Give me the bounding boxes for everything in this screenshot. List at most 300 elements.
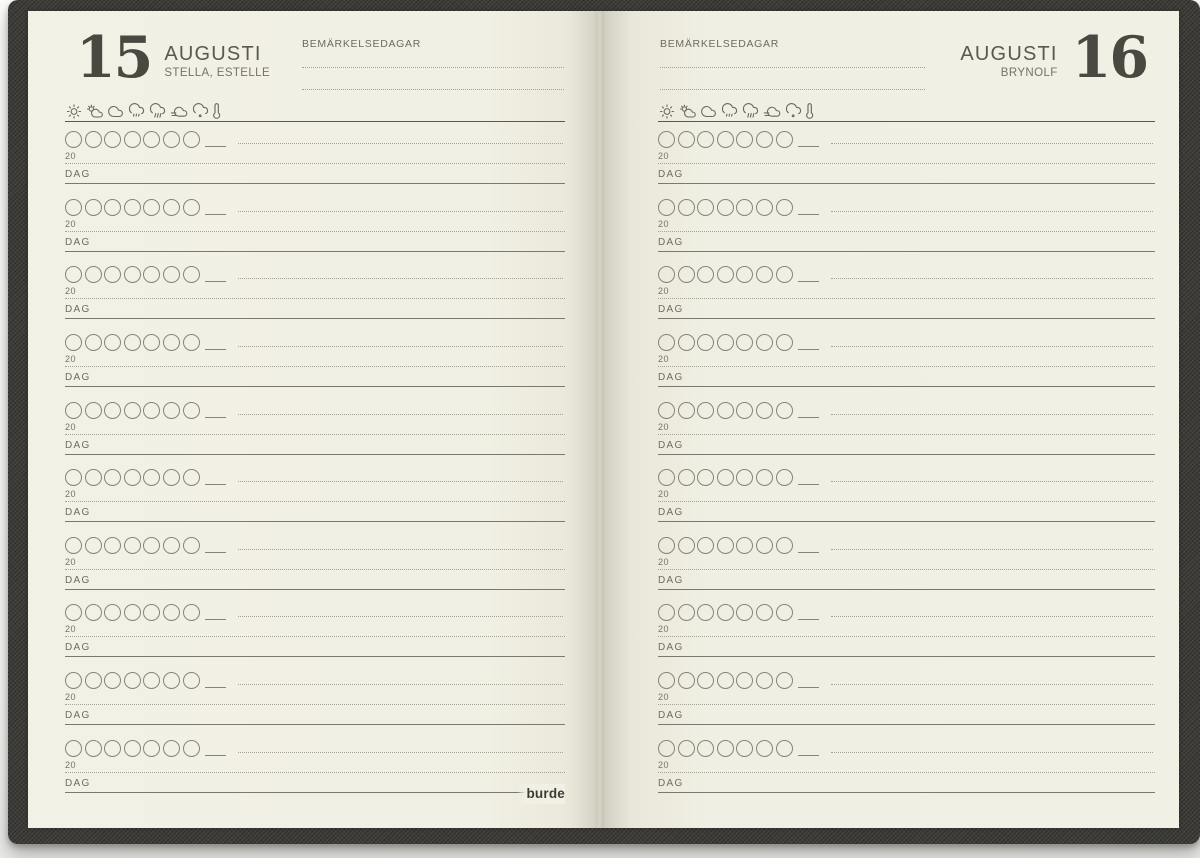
fill-in-circle xyxy=(143,199,160,216)
page-header-right xyxy=(658,11,1155,128)
fill-in-circle xyxy=(85,402,102,419)
sun-behind-cloud-icon xyxy=(86,104,103,119)
day-row-label: DAG xyxy=(65,710,91,722)
fill-in-circle xyxy=(65,469,82,486)
day-row-label: DAG xyxy=(65,304,91,316)
entry-blocks xyxy=(658,128,1155,804)
notable-days-section xyxy=(660,39,925,90)
fill-in-circle xyxy=(85,266,102,283)
fill-in-circle xyxy=(104,672,121,689)
short-write-line xyxy=(205,687,226,688)
day-row xyxy=(65,370,565,387)
fill-in-circle xyxy=(717,740,734,757)
fill-in-circle xyxy=(104,740,121,757)
year-prefix-label: 20 xyxy=(65,218,77,229)
fill-in-circle xyxy=(104,131,121,148)
fill-in-circle xyxy=(717,672,734,689)
day-row xyxy=(658,640,1155,657)
day-row-label: DAG xyxy=(65,236,91,248)
dotted-write-line xyxy=(238,278,563,279)
day-row-label: DAG xyxy=(658,439,684,451)
year-prefix-label: 20 xyxy=(65,151,77,161)
month-label: AUGUSTI xyxy=(164,43,262,65)
thermometer-icon xyxy=(213,103,221,119)
fill-in-circle xyxy=(678,469,695,486)
year-row xyxy=(658,285,1155,299)
dotted-write-line xyxy=(831,414,1153,415)
fill-in-circle xyxy=(85,537,102,554)
rain-cloud-icon xyxy=(721,103,738,119)
fill-in-circle xyxy=(678,402,695,419)
fill-in-circle xyxy=(183,604,200,621)
fill-in-circle xyxy=(678,334,695,351)
year-prefix-label: 20 xyxy=(658,624,670,635)
page-left xyxy=(28,11,598,828)
fill-in-circle xyxy=(678,740,695,757)
fill-in-circle xyxy=(104,334,121,351)
fill-in-circle xyxy=(65,131,82,148)
entry-block xyxy=(65,196,565,264)
fill-in-circle xyxy=(85,334,102,351)
weather-icon-row xyxy=(659,102,814,119)
dotted-write-line xyxy=(831,211,1153,212)
year-row xyxy=(658,759,1155,773)
dotted-write-line xyxy=(238,616,563,617)
dotted-write-line xyxy=(831,346,1153,347)
year-prefix-label: 20 xyxy=(658,218,670,229)
circles-row xyxy=(658,669,1155,689)
fill-in-circle xyxy=(697,334,714,351)
fill-in-circle xyxy=(697,740,714,757)
month-label: AUGUSTI xyxy=(960,43,1058,65)
short-write-line xyxy=(798,687,819,688)
circles-row xyxy=(658,128,1155,148)
fill-in-circle xyxy=(104,537,121,554)
fill-in-circle xyxy=(717,266,734,283)
short-write-line xyxy=(205,484,226,485)
snow-cloud-icon xyxy=(785,103,802,119)
fill-in-circle xyxy=(163,334,180,351)
fill-in-circle xyxy=(85,199,102,216)
year-prefix-label: 20 xyxy=(658,151,670,161)
fill-in-circle xyxy=(776,469,793,486)
fill-in-circle xyxy=(678,199,695,216)
page-right xyxy=(602,11,1179,828)
entry-block xyxy=(658,196,1155,264)
fill-in-circle xyxy=(678,672,695,689)
day-row-label: DAG xyxy=(65,371,91,383)
fill-in-circle xyxy=(736,537,753,554)
fill-in-circle xyxy=(756,740,773,757)
snow-cloud-icon xyxy=(192,103,209,119)
heavy-rain-cloud-icon xyxy=(742,103,759,119)
circles-row xyxy=(65,399,565,419)
notes-write-line xyxy=(302,67,564,68)
day-number: 16 xyxy=(1071,24,1147,91)
short-write-line xyxy=(798,619,819,620)
fill-in-circle xyxy=(678,131,695,148)
rain-cloud-icon xyxy=(128,103,145,119)
entry-block xyxy=(65,534,565,602)
day-row-label: DAG xyxy=(658,574,684,586)
fill-in-circle xyxy=(183,740,200,757)
fill-in-circle xyxy=(143,537,160,554)
circles-row xyxy=(658,331,1155,351)
short-write-line xyxy=(205,281,226,282)
day-row xyxy=(658,302,1155,319)
dotted-write-line xyxy=(238,346,563,347)
year-row xyxy=(65,623,565,637)
fill-in-circle xyxy=(697,131,714,148)
date-group xyxy=(76,24,271,91)
year-prefix-label: 20 xyxy=(658,692,670,703)
fill-in-circle xyxy=(756,537,773,554)
circles-row xyxy=(658,263,1155,283)
header-divider xyxy=(65,121,565,122)
circles-row xyxy=(65,669,565,689)
fill-in-circle xyxy=(658,469,675,486)
fill-in-circle xyxy=(776,131,793,148)
fill-in-circle xyxy=(85,131,102,148)
fill-in-circle xyxy=(124,402,141,419)
fill-in-circle xyxy=(183,469,200,486)
fill-in-circle xyxy=(163,537,180,554)
entry-block xyxy=(658,128,1155,196)
short-write-line xyxy=(798,214,819,215)
fill-in-circle xyxy=(143,131,160,148)
day-row-label: DAG xyxy=(658,710,684,722)
day-row-label: DAG xyxy=(65,169,91,180)
fill-in-circle xyxy=(756,402,773,419)
day-row xyxy=(658,505,1155,522)
fill-in-circle xyxy=(658,131,675,148)
fill-in-circle xyxy=(776,199,793,216)
year-prefix-label: 20 xyxy=(65,353,77,364)
header-divider xyxy=(658,121,1155,122)
day-row xyxy=(65,438,565,455)
fill-in-circle xyxy=(65,740,82,757)
fill-in-circle xyxy=(658,740,675,757)
fill-in-circle xyxy=(776,740,793,757)
fill-in-circle xyxy=(678,604,695,621)
day-row-label: DAG xyxy=(658,169,684,180)
short-write-line xyxy=(798,349,819,350)
day-row xyxy=(65,640,565,657)
fill-in-circle xyxy=(697,199,714,216)
fill-in-circle xyxy=(658,537,675,554)
fill-in-circle xyxy=(143,266,160,283)
year-row xyxy=(65,285,565,299)
year-row xyxy=(65,759,565,773)
short-write-line xyxy=(798,484,819,485)
year-row xyxy=(658,488,1155,502)
day-row xyxy=(658,573,1155,590)
fill-in-circle xyxy=(717,537,734,554)
short-write-line xyxy=(205,755,226,756)
year-row xyxy=(65,421,565,435)
fill-in-circle xyxy=(65,199,82,216)
dotted-write-line xyxy=(831,481,1153,482)
fill-in-circle xyxy=(717,131,734,148)
year-prefix-label: 20 xyxy=(65,286,77,297)
fill-in-circle xyxy=(736,199,753,216)
entry-block xyxy=(65,331,565,399)
fill-in-circle xyxy=(65,334,82,351)
dotted-write-line xyxy=(238,549,563,550)
fill-in-circle xyxy=(104,604,121,621)
fill-in-circle xyxy=(124,131,141,148)
year-row xyxy=(65,691,565,705)
fill-in-circle xyxy=(776,334,793,351)
fill-in-circle xyxy=(124,334,141,351)
fill-in-circle xyxy=(736,402,753,419)
circles-row xyxy=(65,534,565,554)
fill-in-circle xyxy=(756,131,773,148)
year-prefix-label: 20 xyxy=(658,556,670,567)
day-row-label: DAG xyxy=(65,507,91,519)
day-row xyxy=(658,776,1155,793)
circles-row xyxy=(658,534,1155,554)
fill-in-circle xyxy=(104,266,121,283)
day-row xyxy=(658,167,1155,184)
day-row-label: DAG xyxy=(658,777,684,789)
entry-block xyxy=(658,399,1155,467)
day-row xyxy=(65,708,565,725)
circles-row xyxy=(65,466,565,486)
fill-in-circle xyxy=(756,266,773,283)
fill-in-circle xyxy=(183,131,200,148)
circles-row xyxy=(65,263,565,283)
short-write-line xyxy=(798,281,819,282)
circles-row xyxy=(65,601,565,621)
fill-in-circle xyxy=(658,199,675,216)
short-write-line xyxy=(798,552,819,553)
circles-row xyxy=(65,128,565,148)
fill-in-circle xyxy=(143,604,160,621)
fill-in-circle xyxy=(124,469,141,486)
entry-block xyxy=(65,466,565,534)
day-row-label: DAG xyxy=(65,642,91,654)
dotted-write-line xyxy=(238,211,563,212)
fill-in-circle xyxy=(163,672,180,689)
fill-in-circle xyxy=(183,334,200,351)
fill-in-circle xyxy=(163,199,180,216)
day-row-label: DAG xyxy=(658,236,684,248)
fill-in-circle xyxy=(736,266,753,283)
short-write-line xyxy=(798,146,819,147)
fill-in-circle xyxy=(124,672,141,689)
fill-in-circle xyxy=(658,334,675,351)
fill-in-circle xyxy=(697,537,714,554)
entry-block xyxy=(65,601,565,669)
heavy-rain-cloud-icon xyxy=(149,103,166,119)
fill-in-circle xyxy=(65,537,82,554)
entry-block xyxy=(658,737,1155,805)
thermometer-icon xyxy=(806,103,814,119)
dotted-write-line xyxy=(831,549,1153,550)
fill-in-circle xyxy=(65,402,82,419)
year-prefix-label: 20 xyxy=(65,556,77,567)
name-day-label: STELLA, ESTELLE xyxy=(164,67,271,79)
fill-in-circle xyxy=(678,266,695,283)
fill-in-circle xyxy=(736,740,753,757)
fill-in-circle xyxy=(697,672,714,689)
fill-in-circle xyxy=(658,266,675,283)
entry-block xyxy=(65,263,565,331)
year-row xyxy=(658,556,1155,570)
wind-cloud-icon xyxy=(763,105,781,119)
year-prefix-label: 20 xyxy=(658,759,670,770)
fill-in-circle xyxy=(124,266,141,283)
year-prefix-label: 20 xyxy=(658,286,670,297)
year-row xyxy=(65,150,565,164)
fill-in-circle xyxy=(183,672,200,689)
brand-logo: burde xyxy=(517,784,565,804)
day-row xyxy=(65,776,565,793)
fill-in-circle xyxy=(85,604,102,621)
fill-in-circle xyxy=(65,266,82,283)
cloud-icon xyxy=(700,104,717,119)
fill-in-circle xyxy=(124,740,141,757)
day-row-label: DAG xyxy=(65,777,91,789)
date-group xyxy=(960,24,1147,91)
day-row xyxy=(658,438,1155,455)
notable-days-heading: BEMÄRKELSEDAGAR xyxy=(660,38,780,50)
fill-in-circle xyxy=(697,266,714,283)
page-header-left xyxy=(65,11,565,128)
fill-in-circle xyxy=(65,604,82,621)
fill-in-circle xyxy=(183,402,200,419)
year-prefix-label: 20 xyxy=(65,489,77,500)
day-row xyxy=(65,505,565,522)
short-write-line xyxy=(798,755,819,756)
day-number: 15 xyxy=(76,24,152,91)
fill-in-circle xyxy=(717,604,734,621)
fill-in-circle xyxy=(104,402,121,419)
fill-in-circle xyxy=(85,469,102,486)
cloud-icon xyxy=(107,104,124,119)
name-day-label: BRYNOLF xyxy=(1000,67,1058,79)
year-prefix-label: 20 xyxy=(65,692,77,703)
short-write-line xyxy=(205,619,226,620)
day-row xyxy=(65,235,565,252)
entry-block xyxy=(65,128,565,196)
year-row xyxy=(658,421,1155,435)
short-write-line xyxy=(798,417,819,418)
fill-in-circle xyxy=(183,537,200,554)
fill-in-circle xyxy=(163,402,180,419)
entry-block xyxy=(65,399,565,467)
dotted-write-line xyxy=(831,684,1153,685)
fill-in-circle xyxy=(776,672,793,689)
fill-in-circle xyxy=(124,199,141,216)
circles-row xyxy=(65,331,565,351)
year-prefix-label: 20 xyxy=(65,624,77,635)
year-row xyxy=(65,556,565,570)
entry-block xyxy=(658,466,1155,534)
dotted-write-line xyxy=(238,684,563,685)
fill-in-circle xyxy=(124,604,141,621)
dotted-write-line xyxy=(831,752,1153,753)
circles-row xyxy=(658,196,1155,216)
day-row xyxy=(658,370,1155,387)
year-prefix-label: 20 xyxy=(658,489,670,500)
circles-row xyxy=(658,399,1155,419)
year-row xyxy=(658,353,1155,367)
circles-row xyxy=(658,601,1155,621)
year-prefix-label: 20 xyxy=(65,759,77,770)
fill-in-circle xyxy=(756,672,773,689)
fill-in-circle xyxy=(736,604,753,621)
fill-in-circle xyxy=(717,402,734,419)
fill-in-circle xyxy=(736,334,753,351)
day-row-label: DAG xyxy=(65,439,91,451)
fill-in-circle xyxy=(183,266,200,283)
circles-row xyxy=(658,466,1155,486)
notable-days-heading: BEMÄRKELSEDAGAR xyxy=(302,38,422,50)
short-write-line xyxy=(205,214,226,215)
entry-block xyxy=(658,263,1155,331)
fill-in-circle xyxy=(776,402,793,419)
sun-icon xyxy=(659,104,675,119)
sun-icon xyxy=(66,104,82,119)
fill-in-circle xyxy=(776,604,793,621)
dotted-write-line xyxy=(238,752,563,753)
circles-row xyxy=(658,737,1155,757)
notes-write-line xyxy=(660,89,925,90)
notable-days-section xyxy=(302,39,564,90)
open-spread xyxy=(28,11,1179,828)
diary-cover xyxy=(8,0,1200,844)
entry-block xyxy=(658,534,1155,602)
year-row xyxy=(658,691,1155,705)
fill-in-circle xyxy=(736,131,753,148)
day-row-label: DAG xyxy=(65,574,91,586)
fill-in-circle xyxy=(697,604,714,621)
entry-blocks xyxy=(65,128,565,804)
day-row-label: DAG xyxy=(658,304,684,316)
fill-in-circle xyxy=(697,402,714,419)
entry-block xyxy=(65,669,565,737)
year-row xyxy=(65,488,565,502)
dotted-write-line xyxy=(238,143,563,144)
entry-block xyxy=(658,601,1155,669)
dotted-write-line xyxy=(831,143,1153,144)
day-row xyxy=(658,235,1155,252)
fill-in-circle xyxy=(736,672,753,689)
fill-in-circle xyxy=(658,672,675,689)
fill-in-circle xyxy=(183,199,200,216)
day-row-label: DAG xyxy=(658,371,684,383)
short-write-line xyxy=(205,146,226,147)
fill-in-circle xyxy=(756,469,773,486)
day-row xyxy=(65,302,565,319)
entry-block xyxy=(658,331,1155,399)
fill-in-circle xyxy=(104,199,121,216)
fill-in-circle xyxy=(143,469,160,486)
fill-in-circle xyxy=(143,402,160,419)
day-row-label: DAG xyxy=(658,642,684,654)
short-write-line xyxy=(205,417,226,418)
year-row xyxy=(658,218,1155,232)
year-row xyxy=(65,353,565,367)
dotted-write-line xyxy=(238,414,563,415)
day-row-label: DAG xyxy=(658,507,684,519)
fill-in-circle xyxy=(65,672,82,689)
fill-in-circle xyxy=(163,604,180,621)
fill-in-circle xyxy=(104,469,121,486)
dotted-write-line xyxy=(831,616,1153,617)
